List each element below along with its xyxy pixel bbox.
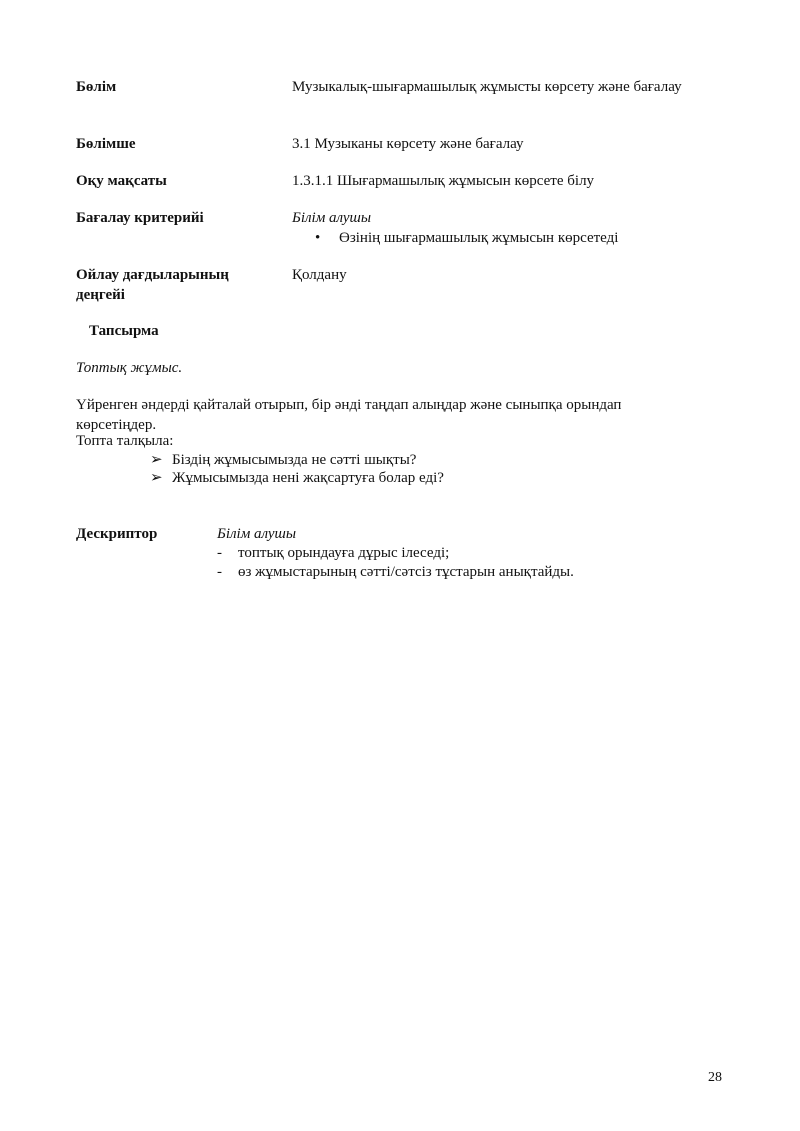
question-item (150, 450, 416, 470)
dash-bullet-icon: - (217, 564, 222, 580)
question-text: Жұмысымызда нені жақсартуға болар еді? (172, 470, 444, 486)
label-assessment-criteria: Бағалау критерийі (76, 210, 204, 226)
task-instruction-line1: Үйренген әндерді қайталай отырып, бір әнді таңдап алыңдар және сыныпқа орындап (76, 397, 622, 413)
question-item (150, 468, 444, 488)
task-instruction (76, 395, 621, 435)
value-section: Музыкалық-шығармашылық жұмысты көрсету және бағалау (292, 79, 682, 95)
descriptor-heading: Білім алушы (217, 526, 297, 542)
task-instruction-line2: көрсетіңдер. (76, 417, 157, 433)
page-number: 28 (708, 1070, 722, 1085)
label-thinking-level-line2: деңгейі (76, 287, 125, 303)
value-thinking-level: Қолдану (292, 267, 347, 283)
dash-bullet-icon: - (217, 545, 222, 561)
label-learning-objective: Оқу мақсаты (76, 173, 167, 189)
descriptor-item (217, 562, 574, 582)
descriptor-item (217, 543, 449, 563)
criteria-bullet-item (315, 228, 618, 248)
descriptor-label: Дескриптор (76, 526, 158, 542)
label-section: Бөлім (76, 79, 117, 95)
descriptor-item-text: өз жұмыстарының сәтті/сәтсіз тұстарын анықтайды. (238, 564, 574, 580)
question-text: Біздің жұмысымызда не сәтті шықты? (172, 452, 417, 468)
descriptor-item-text: топтық орындауға дұрыс ілеседі; (238, 545, 450, 561)
value-assessment-heading: Білім алушы (292, 210, 372, 226)
criteria-bullet-text: Өзінің шығармашылық жұмысын көрсетеді (339, 230, 619, 246)
task-mode: Топтық жұмыс. (76, 360, 183, 376)
discussion-label: Топта талқыла: (76, 433, 174, 449)
arrow-bullet-icon: ➢ (150, 452, 163, 468)
arrow-bullet-icon: ➢ (150, 470, 163, 486)
task-heading: Тапсырма (89, 323, 159, 339)
label-subsection: Бөлімше (76, 136, 136, 152)
value-subsection: 3.1 Музыканы көрсету және бағалау (292, 136, 524, 152)
bullet-dot-icon: • (315, 230, 321, 246)
label-thinking-level-line1: Ойлау дағдыларының (76, 267, 229, 283)
label-thinking-level (76, 265, 229, 305)
value-learning-objective: 1.3.1.1 Шығармашылық жұмысын көрсете білу (292, 173, 595, 189)
